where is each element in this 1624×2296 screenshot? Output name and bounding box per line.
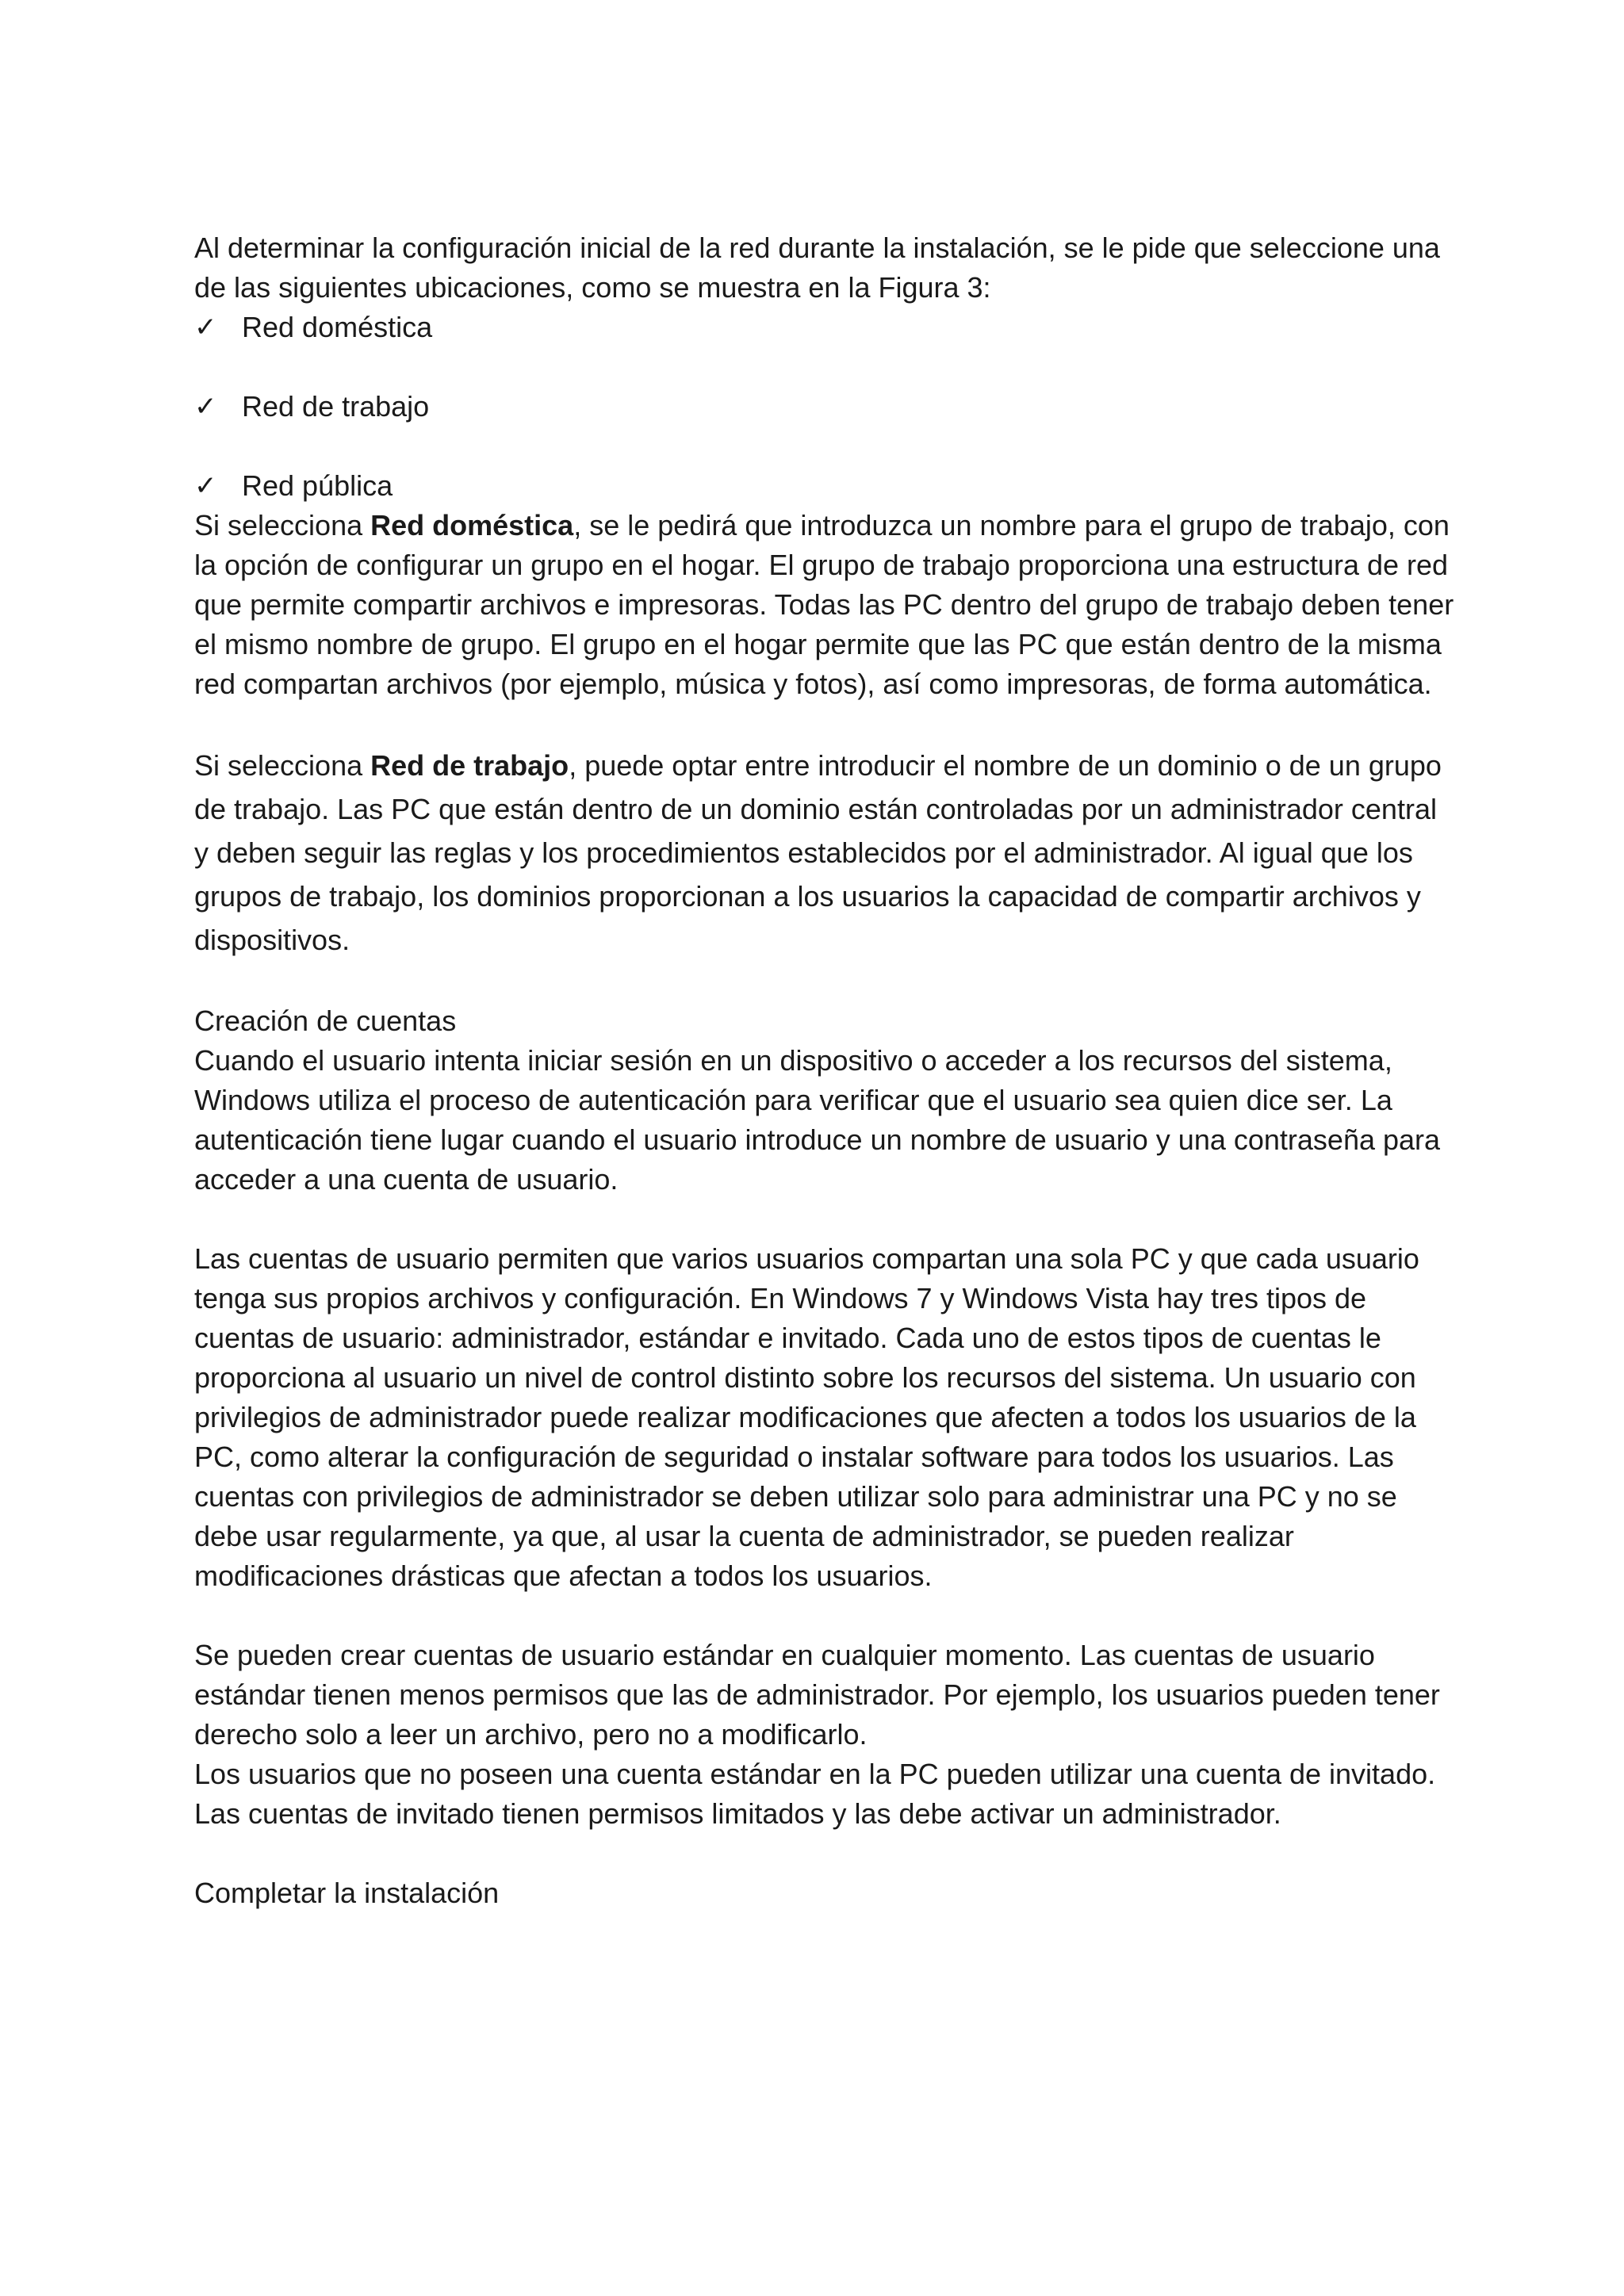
work-network-paragraph — [194, 744, 1455, 962]
home-network-paragraph — [194, 506, 1455, 704]
finish-heading: Completar la instalación — [194, 1877, 500, 1909]
network-option-label: Red doméstica — [242, 311, 433, 343]
check-icon: ✓ — [194, 470, 217, 502]
document-body — [194, 228, 1455, 1913]
accounts-types-paragraph: Las cuentas de usuario permiten que varios usuarios compartan una sola PC y que cada usuario tenga sus propios archivos y configuración. En Windows 7 y Windows Vista hay tres tipos de cuentas de usuario: administrador, estándar e invitado. Cada uno de estos tipos de cuentas le proporciona al usuario un nivel de control distinto sobre los recursos del sistema. Un usuario con privilegios de administrador puede realizar modificaciones que afecten a todos los usuarios de la PC, como alterar la configuración de seguridad o instalar software para todos los usuarios. Las cuentas con privilegios de administrador se deben utilizar solo para administrar una PC y no se debe usar regularmente, ya que, al usar la cuenta de administrador, se pueden realizar modificaciones drásticas que afectan a todos los usuarios. — [194, 1242, 1419, 1592]
accounts-auth-paragraph: Cuando el usuario intenta iniciar sesión en un dispositivo o acceder a los recursos del sistema, Windows utiliza el proceso de autenticación para verificar que el usuario sea quien dice ser. La autenticación tiene lugar cuando el usuario introduce un nombre de usuario y una contraseña para acceder a una cuenta de usuario. — [194, 1044, 1441, 1196]
check-icon: ✓ — [194, 312, 217, 343]
network-option-label: Red de trabajo — [242, 390, 430, 423]
work-network-prefix: Si selecciona — [194, 749, 371, 782]
accounts-heading: Creación de cuentas — [194, 1004, 457, 1037]
home-network-bold: Red doméstica — [370, 509, 574, 541]
network-option-home — [194, 308, 1455, 347]
work-network-bold: Red de trabajo — [370, 749, 569, 782]
network-option-public — [194, 466, 1455, 506]
accounts-standard-paragraph: Se pueden crear cuentas de usuario estándar en cualquier momento. Las cuentas de usuario estándar tienen menos permisos que las de administrador. Por ejemplo, los usuarios pueden tener derecho solo a leer un archivo, pero no a modificarlo. — [194, 1639, 1440, 1751]
work-network-text: , puede optar entre introducir el nombre de un dominio o de un grupo de trabajo. Las PC que están dentro de un dominio están controladas por un administrador central y deben seguir las reglas y los procedimientos establecidos por el administrador. Al igual que los grupos de trabajo, los dominios proporcionan a los usuarios la capacidad de compartir archivos y dispositivos. — [194, 749, 1442, 956]
accounts-guest-paragraph: Los usuarios que no poseen una cuenta estándar en la PC pueden utilizar una cuenta de invitado. Las cuentas de invitado tienen permisos limitados y las debe activar un administrador. — [194, 1758, 1436, 1830]
network-option-work — [194, 387, 1455, 427]
network-option-label: Red pública — [242, 469, 393, 502]
home-network-prefix: Si selecciona — [194, 509, 371, 541]
home-network-text: , se le pedirá que introduzca un nombre para el grupo de trabajo, con la opción de configurar un grupo en el hogar. El grupo de trabajo proporciona una estructura de red que permite compartir archivos e impresoras. Todas las PC dentro del grupo de trabajo deben tener el mismo nombre de grupo. El grupo en el hogar permite que las PC que están dentro de la misma red compartan archivos (por ejemplo, música y fotos), así como impresoras, de forma automática. — [194, 509, 1454, 700]
check-icon: ✓ — [194, 391, 217, 423]
intro-paragraph: Al determinar la configuración inicial de la red durante la instalación, se le pide que seleccione una de las siguientes ubicaciones, como se muestra en la Figura 3: — [194, 232, 1440, 304]
